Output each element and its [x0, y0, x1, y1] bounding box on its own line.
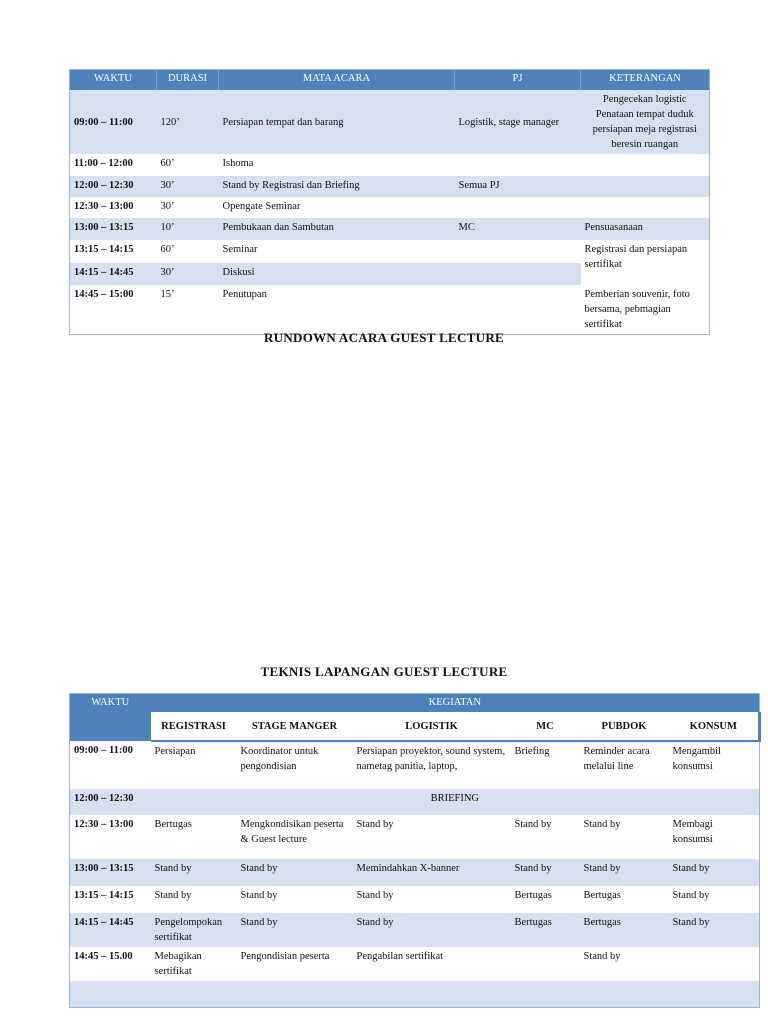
row-note [581, 154, 710, 176]
cell-registrasi: Pengelompokan sertifikat [151, 913, 237, 947]
row-duration: 60’ [157, 240, 219, 263]
cell-briefing-merged: BRIEFING [151, 789, 760, 815]
table-row [70, 218, 710, 240]
row-agenda: Stand by Registrasi dan Briefing [219, 176, 455, 197]
row-duration: 30’ [157, 197, 219, 218]
cell-registrasi: Stand by [151, 886, 237, 913]
header-durasi: DURASI [157, 70, 219, 91]
table-row [70, 240, 710, 263]
cell-logistik: Stand by [353, 815, 511, 859]
row-time: 13:00 – 13:15 [70, 859, 151, 886]
header-mc: MC [511, 712, 580, 741]
cell-konsum [669, 947, 760, 981]
row-time: 13:15 – 14:15 [70, 886, 151, 913]
table-row [70, 285, 710, 335]
row-time: 12:30 – 13:00 [70, 815, 151, 859]
header-stage-manger: STAGE MANGER [237, 712, 353, 741]
table-row-empty [70, 981, 760, 1007]
row-duration: 10’ [157, 218, 219, 240]
table-row [70, 886, 760, 913]
cell-logistik: Persiapan proyektor, sound system, nametag panitia, laptop, [353, 741, 511, 789]
header-pj: PJ [455, 70, 581, 91]
cell-pubdok: Bertugas [580, 886, 669, 913]
header-registrasi: REGISTRASI [151, 712, 237, 741]
row-pj [455, 240, 581, 263]
cell-pubdok: Stand by [580, 947, 669, 981]
row-time: 13:15 – 14:15 [70, 240, 157, 263]
row-duration: 60’ [157, 154, 219, 176]
cell-mc: Stand by [511, 859, 580, 886]
row-pj: Logistik, stage manager [455, 90, 581, 154]
cell-stage-manger: Stand by [237, 913, 353, 947]
row-pj [455, 154, 581, 176]
cell-pubdok: Bertugas [580, 913, 669, 947]
table-row [70, 789, 760, 815]
row-duration: 120’ [157, 90, 219, 154]
row-time: 09:00 – 11:00 [70, 741, 151, 789]
cell-mc: Bertugas [511, 913, 580, 947]
cell-pubdok: Stand by [580, 815, 669, 859]
cell-konsum: Stand by [669, 886, 760, 913]
teknis-header-row [70, 694, 760, 713]
cell-mc: Stand by [511, 815, 580, 859]
rundown-table [69, 69, 710, 335]
table-row [70, 947, 760, 981]
row-agenda: Diskusi [219, 263, 455, 285]
cell-logistik: Stand by [353, 913, 511, 947]
row-time: 12:00 – 12:30 [70, 789, 151, 815]
row-time: 11:00 – 12:00 [70, 154, 157, 176]
cell-konsum: Mengambil konsumsi [669, 741, 760, 789]
row-time: 12:00 – 12:30 [70, 176, 157, 197]
table-row [70, 741, 760, 789]
row-time: 14:15 – 14:45 [70, 913, 151, 947]
teknis-caption: TEKNIS LAPANGAN GUEST LECTURE [260, 664, 508, 679]
cell-stage-manger: Pengondisian peserta [237, 947, 353, 981]
row-time: 13:00 – 13:15 [70, 218, 157, 240]
table-row [70, 154, 710, 176]
cell-konsum: Membagi konsumsi [669, 815, 760, 859]
cell-registrasi: Persiapan [151, 741, 237, 789]
row-agenda: Opengate Seminar [219, 197, 455, 218]
row-agenda: Ishoma [219, 154, 455, 176]
row-note: Pengecekan logistic Penataan tempat duduk persiapan meja registrasi beresin ruangan [581, 90, 710, 154]
cell-stage-manger: Mengkondisikan peserta & Guest lecture [237, 815, 353, 859]
rundown-header-row [70, 70, 710, 91]
cell-logistik: Memindahkan X-banner [353, 859, 511, 886]
cell-logistik: Pengabilan sertifikat [353, 947, 511, 981]
teknis-subheader-row [70, 712, 760, 741]
cell-mc: Bertugas [511, 886, 580, 913]
row-pj: Semua PJ [455, 176, 581, 197]
table-row [70, 859, 760, 886]
row-note: Pensuasanaan [581, 218, 710, 240]
row-note [581, 176, 710, 197]
cell-pubdok: Stand by [580, 859, 669, 886]
row-time: 14:15 – 14:45 [70, 263, 157, 285]
row-agenda: Seminar [219, 240, 455, 263]
row-time: 12:30 – 13:00 [70, 197, 157, 218]
cell-pubdok: Reminder acara melalui line [580, 741, 669, 789]
cell-registrasi: Mebagikan sertifikat [151, 947, 237, 981]
empty-cell [70, 981, 760, 1007]
table-row [70, 90, 710, 154]
table-row [70, 176, 710, 197]
row-duration: 15’ [157, 285, 219, 335]
cell-logistik: Stand by [353, 886, 511, 913]
cell-registrasi: Bertugas [151, 815, 237, 859]
cell-stage-manger: Stand by [237, 886, 353, 913]
row-pj [455, 197, 581, 218]
header-logistik: LOGISTIK [353, 712, 511, 741]
cell-mc: Briefing [511, 741, 580, 789]
row-time: 14:45 – 15:00 [70, 285, 157, 335]
cell-stage-manger: Koordinator untuk pengondisian [237, 741, 353, 789]
header-keterangan: KETERANGAN [581, 70, 710, 91]
table-row [70, 913, 760, 947]
cell-stage-manger: Stand by [237, 859, 353, 886]
row-duration: 30’ [157, 176, 219, 197]
row-agenda: Pembukaan dan Sambutan [219, 218, 455, 240]
row-time: 14:45 – 15.00 [70, 947, 151, 981]
teknis-table [69, 693, 761, 1008]
row-pj [455, 263, 581, 285]
cell-registrasi: Stand by [151, 859, 237, 886]
row-time: 09:00 – 11:00 [70, 90, 157, 154]
row-pj: MC [455, 218, 581, 240]
header-waktu: WAKTU [70, 70, 157, 91]
row-pj [455, 285, 581, 335]
header-pubdok: PUBDOK [580, 712, 669, 741]
row-duration: 30’ [157, 263, 219, 285]
rundown-caption: RUNDOWN ACARA GUEST LECTURE [263, 330, 505, 345]
cell-konsum: Stand by [669, 859, 760, 886]
row-note: Registrasi dan persiapan sertifikat [581, 240, 710, 285]
row-agenda: Persiapan tempat dan barang [219, 90, 455, 154]
header-kegiatan: KEGIATAN [151, 694, 760, 713]
row-note [581, 197, 710, 218]
cell-konsum: Stand by [669, 913, 760, 947]
header-mata-acara: MATA ACARA [219, 70, 455, 91]
cell-mc [511, 947, 580, 981]
table-row [70, 197, 710, 218]
header-waktu: WAKTU [70, 694, 151, 742]
table-row [70, 815, 760, 859]
row-note: Pemberian souvenir, foto bersama, pebmagian sertifikat [581, 285, 710, 335]
header-konsum: KONSUM [669, 712, 760, 741]
row-agenda: Penutupan [219, 285, 455, 335]
